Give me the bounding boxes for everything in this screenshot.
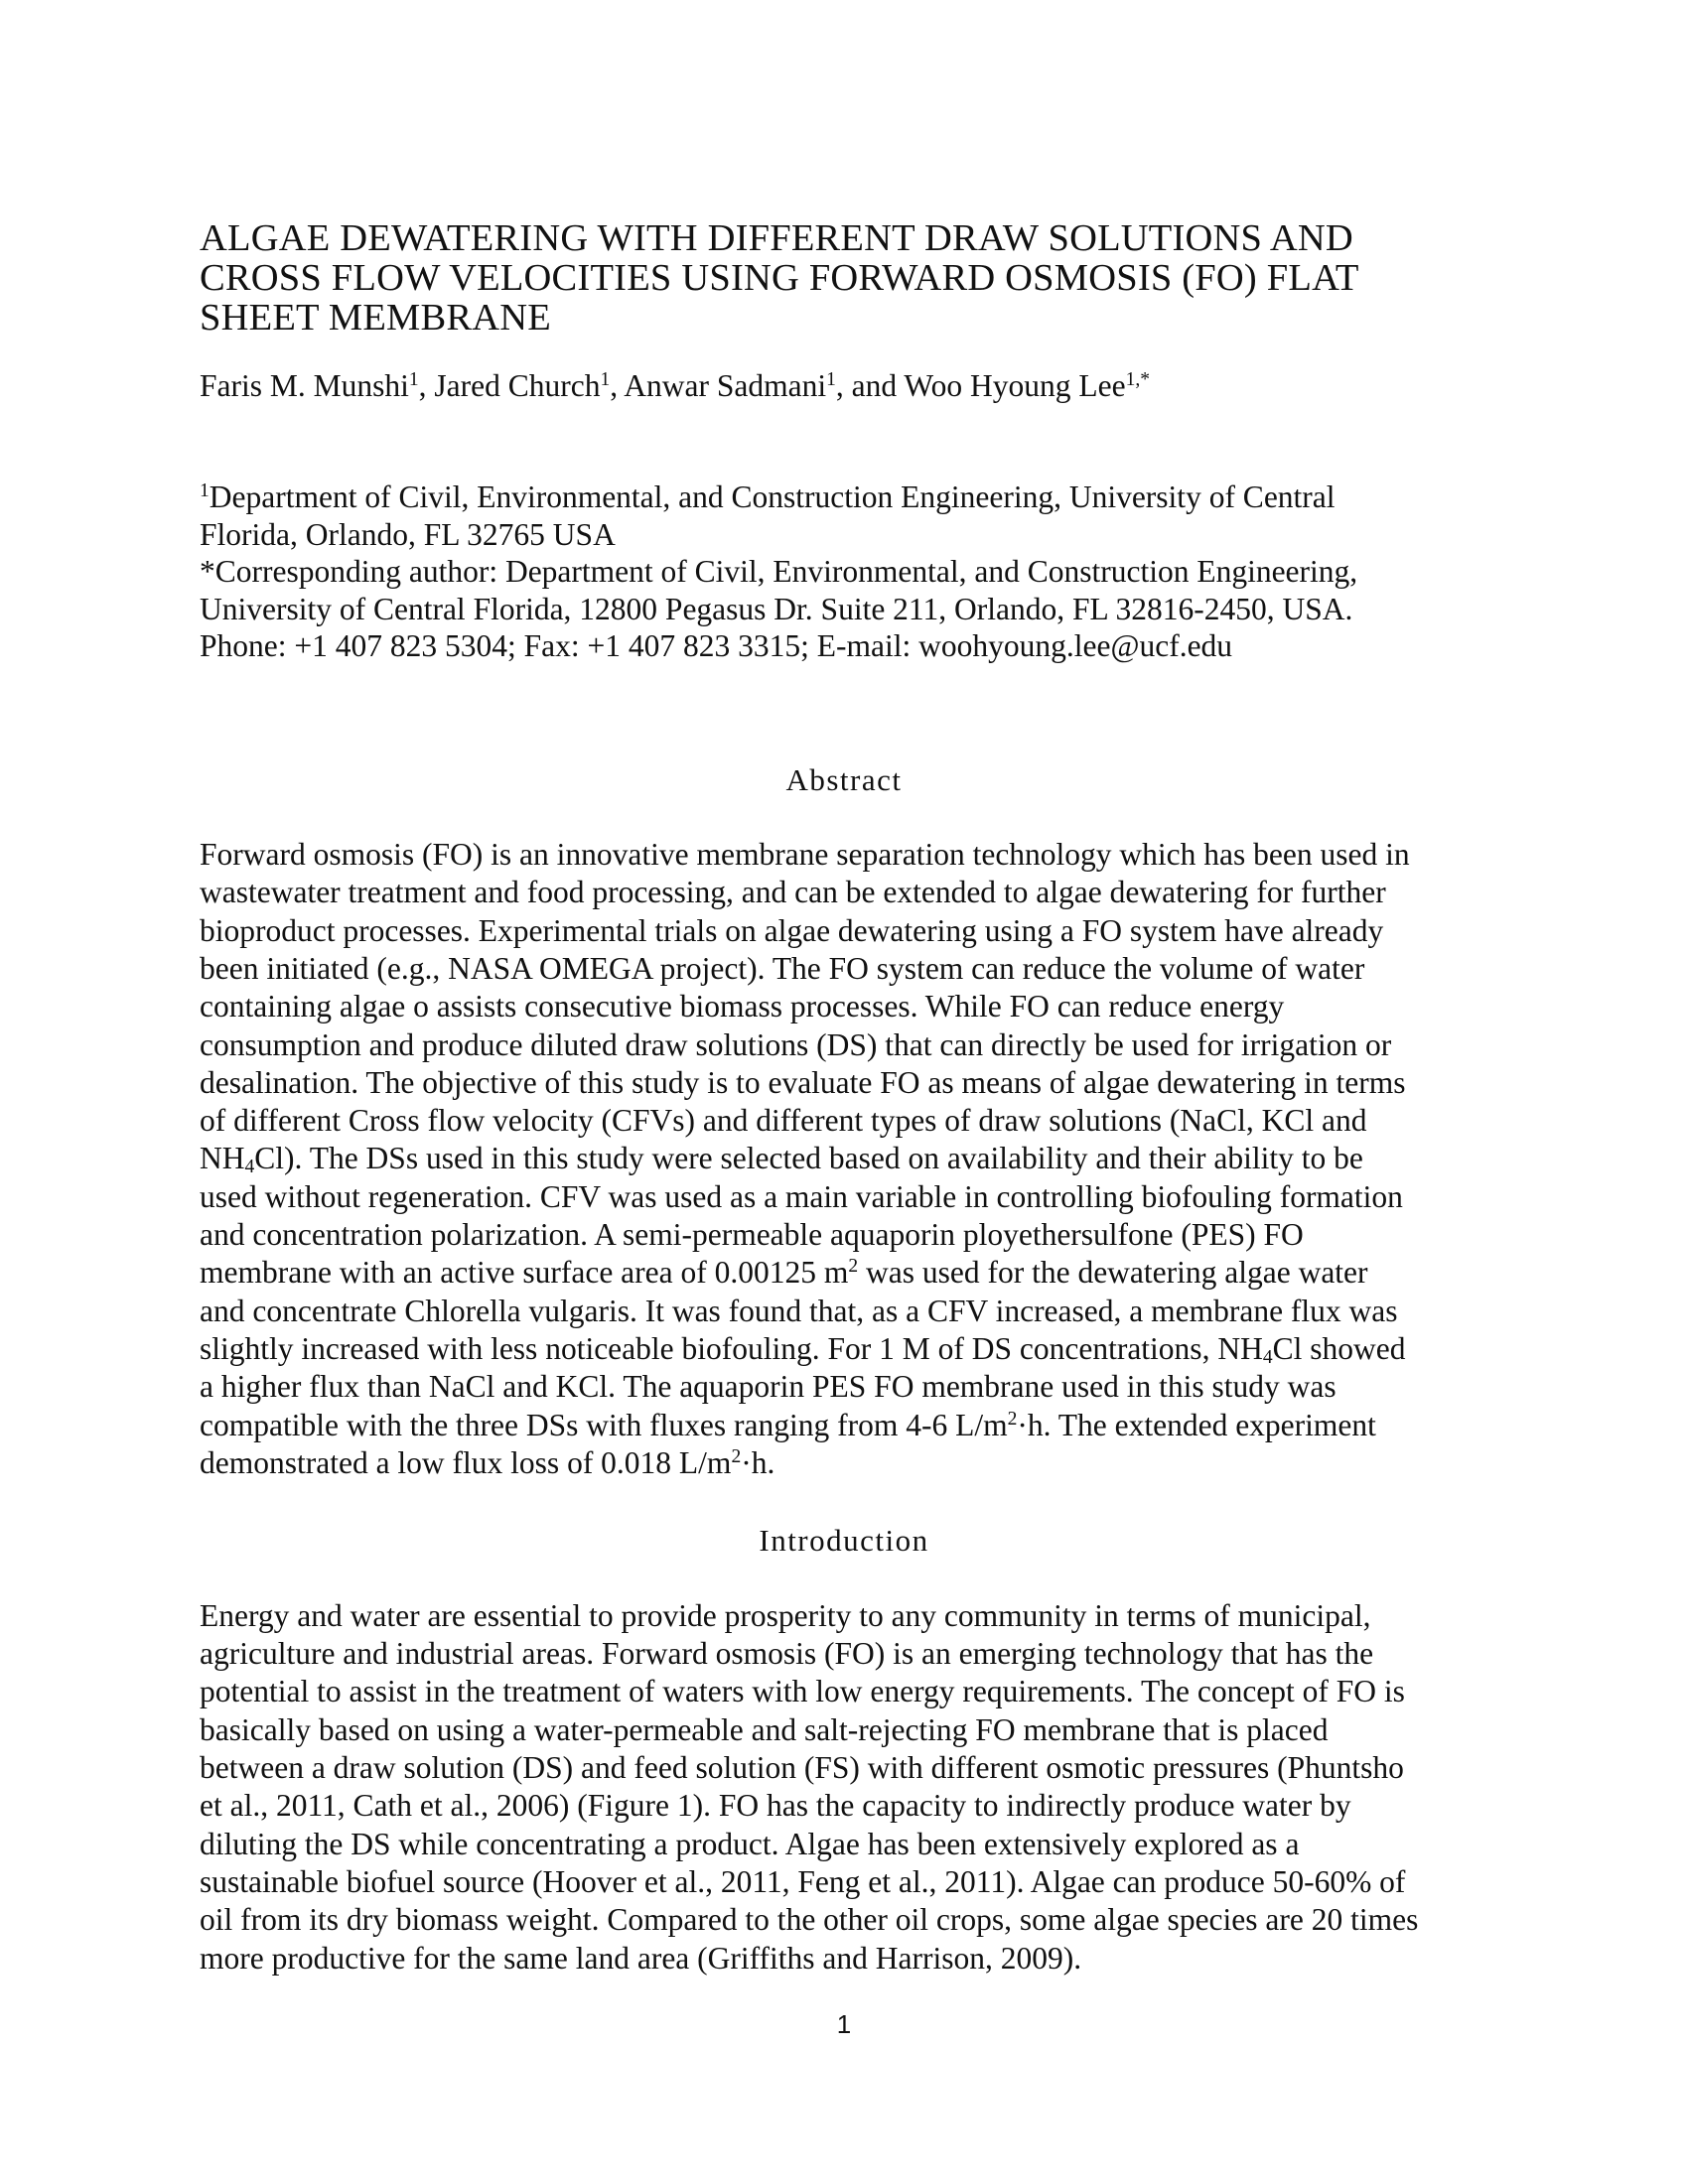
text-run: NH [200,1141,245,1175]
text-run: demonstrated a low flux loss of 0.018 L/m [200,1445,732,1480]
affiliation-line-2: Florida, Orlando, FL 32765 USA [200,517,616,552]
author-name: Anwar Sadmani [624,368,827,403]
text-run: Cl). The DSs used in this study were selected based on availability and their ability to be [254,1141,1363,1175]
author-name: Jared Church [434,368,601,403]
author-name: Faris M. Munshi [200,368,409,403]
corresponding-author-line-2: University of Central Florida, 12800 Pegasus Dr. Suite 211, Orlando, FL 32816-2450, USA. [200,592,1353,626]
author-separator: , [610,368,625,403]
abstract-line: containing algae o assists consecutive biomass processes. While FO can reduce energy [200,989,1285,1024]
subscript: 4 [244,1156,255,1177]
introduction-line: sustainable biofuel source (Hoover et al., 2011, Feng et al., 2011). Algae can produce 50-60% of [200,1864,1406,1899]
introduction-line: between a draw solution (DS) and feed solution (FS) with different osmotic pressures (Phuntsho [200,1750,1404,1785]
page-number: 1 [836,2009,852,2039]
abstract-line: used without regeneration. CFV was used as a main variable in controlling biofouling formation [200,1179,1403,1214]
superscript: 2 [848,1256,859,1278]
abstract-line: consumption and produce diluted draw solutions (DS) that can directly be used for irrigation or [200,1027,1392,1062]
author-affiliation-mark: 1,* [1125,369,1150,391]
abstract-line: wastewater treatment and food processing, and can be extended to algae dewatering for further [200,875,1386,909]
abstract-line: and concentrate Chlorella vulgaris. It was found that, as a CFV increased, a membrane flux was [200,1294,1398,1328]
corresponding-author-line-1: *Corresponding author: Department of Civil, Environmental, and Construction Engineering, [200,554,1358,589]
introduction-line: Energy and water are essential to provide prosperity to any community in terms of municipal, [200,1598,1371,1633]
introduction-line: oil from its dry biomass weight. Compared to the other oil crops, some algae species are 20 times [200,1902,1419,1937]
abstract-heading: Abstract [785,762,903,797]
author-affiliation-mark: 1 [826,369,836,391]
text-run: ·h. The extended experiment [1017,1408,1376,1442]
text-run: slightly increased with less noticeable biofouling. For 1 M of DS concentrations, NH [200,1331,1263,1366]
author-affiliation-mark: 1 [408,369,419,391]
text-run: compatible with the three DSs with fluxes ranging from 4-6 L/m [200,1408,1008,1442]
author-separator: , and [835,368,905,403]
abstract-line: of different Cross flow velocity (CFVs) and different types of draw solutions (NaCl, KCl and [200,1103,1367,1138]
introduction-line: basically based on using a water-permeable and salt-rejecting FO membrane that is placed [200,1712,1329,1747]
text-run: membrane with an active surface area of 0.00125 m [200,1255,849,1290]
text-run: ·h. [741,1445,775,1480]
abstract-line [200,1257,1368,1289]
introduction-line: more productive for the same land area (Griffiths and Harrison, 2009). [200,1941,1082,1976]
author-separator: , [418,368,435,403]
superscript: 2 [731,1446,742,1468]
abstract-line: desalination. The objective of this study is to evaluate FO as means of algae dewatering in terms [200,1065,1406,1100]
text-run: Cl showed [1272,1331,1406,1366]
paper-title-line-3: SHEET MEMBRANE [200,297,551,339]
superscript: 2 [1007,1409,1018,1431]
affiliation-text: Department of Civil, Environmental, and Construction Engineering, University of Central [209,479,1336,514]
abstract-line [200,1410,1376,1441]
abstract-line [200,1447,774,1479]
author-list [200,370,1150,402]
affiliation-line-1 [200,481,1336,513]
contact-info-line: Phone: +1 407 823 5304; Fax: +1 407 823 3315; E-mail: woohyoung.lee@ucf.edu [200,628,1233,663]
paper-title-line-1: ALGAE DEWATERING WITH DIFFERENT DRAW SOLUTIONS AND [200,217,1353,259]
introduction-heading: Introduction [759,1523,929,1558]
author-affiliation-mark: 1 [600,369,611,391]
abstract-line [200,1141,1363,1177]
introduction-line: potential to assist in the treatment of waters with low energy requirements. The concept of FO is [200,1674,1405,1708]
introduction-line: et al., 2011, Cath et al., 2006) (Figure 1). FO has the capacity to indirectly produce water by [200,1788,1351,1823]
text-run: was used for the dewatering algae water [858,1255,1368,1290]
abstract-line: been initiated (e.g., NASA OMEGA project). The FO system can reduce the volume of water [200,951,1365,986]
subscript: 4 [1262,1346,1273,1368]
abstract-line: Forward osmosis (FO) is an innovative membrane separation technology which has been used in [200,837,1410,872]
paper-title-line-2: CROSS FLOW VELOCITIES USING FORWARD OSMOSIS (FO) FLAT [200,257,1359,299]
introduction-line: agriculture and industrial areas. Forward osmosis (FO) is an emerging technology that has the [200,1636,1374,1671]
author-name: Woo Hyoung Lee [904,368,1126,403]
abstract-line [200,1331,1406,1368]
abstract-line: bioproduct processes. Experimental trials on algae dewatering using a FO system have already [200,913,1384,948]
abstract-line: and concentration polarization. A semi-permeable aquaporin ployethersulfone (PES) FO [200,1217,1304,1252]
abstract-line: a higher flux than NaCl and KCl. The aquaporin PES FO membrane used in this study was [200,1369,1336,1404]
introduction-line: diluting the DS while concentrating a product. Algae has been extensively explored as a [200,1827,1300,1861]
affiliation-mark: 1 [200,480,210,502]
